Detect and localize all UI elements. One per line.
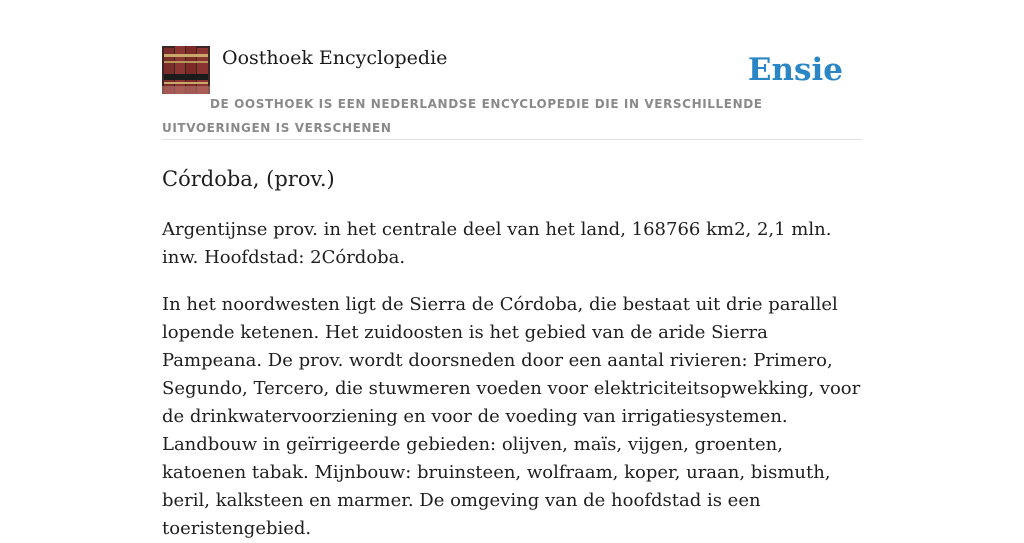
site-header xyxy=(162,46,862,140)
article-paragraph: In het noordwesten ligt de Sierra de Córdoba, die bestaat uit drie parallel lopende ketenen. Het zuidoosten is het gebied van de aride Sierra Pampeana. De prov. wordt doorsneden door een aantal rivieren: Primero, Segundo, Tercero, die stuwmeren voeden voor elektriciteitsopwekking, voor de drinkwatervoorziening en voor de voeding van irrigatiesystemen. Landbouw in geïrrigeerde gebieden: olijven, maïs, vijgen, groenten, katoenen tabak. Mijnbouw: bruinsteen, wolfraam, koper, uraan, bismuth, beril, kalksteen en marmer. De omgeving van de hoofdstad is een toeristengebied. xyxy=(162,294,861,539)
article xyxy=(162,163,862,543)
publication-tagline: DE OOSTHOEK IS EEN NEDERLANDSE ENCYCLOPEDIE DIE IN VERSCHILLENDE UITVOERINGEN IS VERSCHENEN xyxy=(162,97,763,135)
article-title: Córdoba, (prov.) xyxy=(162,167,335,191)
article-paragraph: Argentijnse prov. in het centrale deel van het land, 168766 km2, 2,1 mln. inw. Hoofdstad: 2Córdoba. xyxy=(162,219,832,268)
brand-logo-link[interactable]: Ensie xyxy=(747,52,843,88)
publication-title[interactable]: Oosthoek Encyclopedie xyxy=(222,47,448,69)
book-spines-icon xyxy=(162,46,210,94)
publication-avatar[interactable] xyxy=(162,46,210,94)
